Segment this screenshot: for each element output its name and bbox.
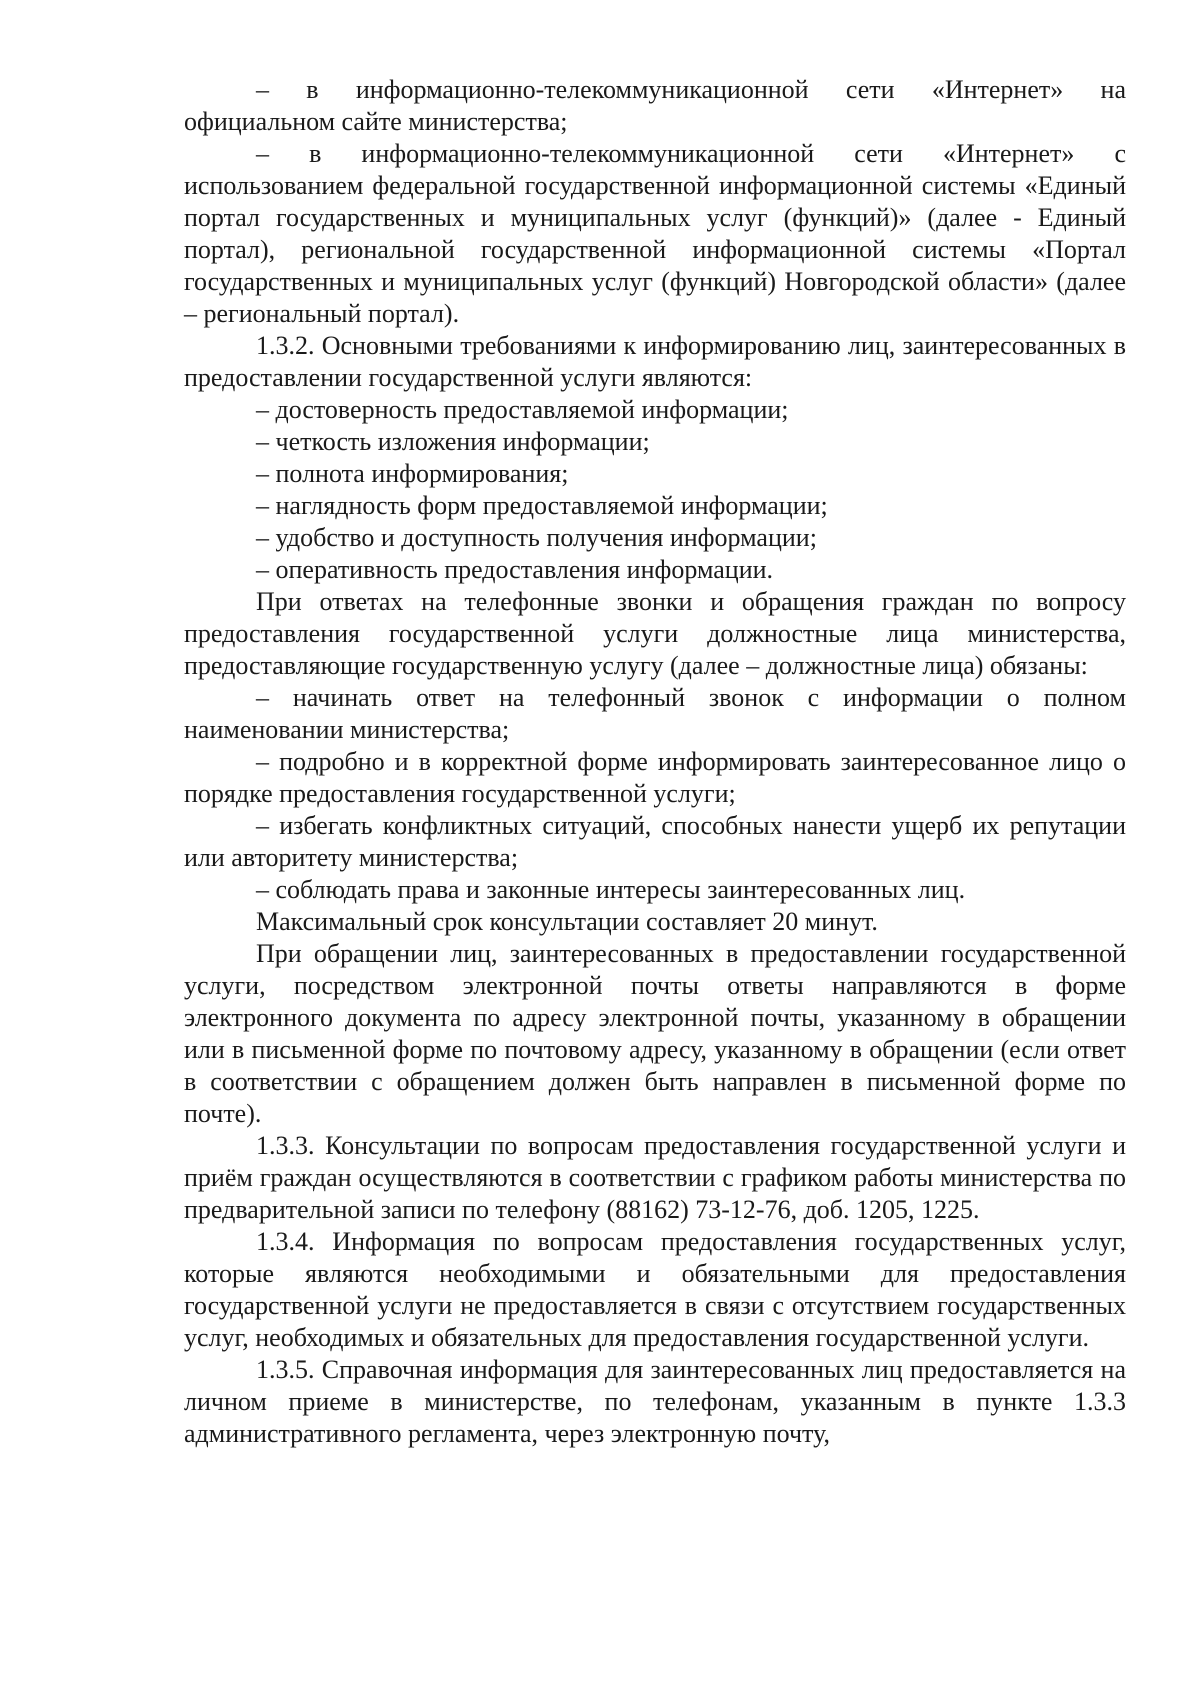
document-page xyxy=(184,74,1126,1450)
paragraph-1-3-4: 1.3.4. Информация по вопросам предоставления государственных услуг, которые являются необходимыми и обязательными для предоставления государственной услуги не предоставляется в связи с отсутствием государственных услуг, необходимых и обязательных для предоставления государственной услуги. xyxy=(184,1227,1126,1352)
list-item-convenience: – удобство и доступность получения информации; xyxy=(256,523,817,552)
list-item-start-answer: – начинать ответ на телефонный звонок с информации о полном наименовании министерства; xyxy=(184,683,1126,744)
paragraph-portal: – в информационно-телекоммуникационной сети «Интернет» с использованием федеральной государственной информационной системы «Единый портал государственных и муниципальных услуг (функций)» (далее - Единый портал), региональной государственной информационной системы «Портал государственных и муниципальных услуг (функций) Новгородской области» (далее – региональный портал). xyxy=(184,139,1126,328)
list-item-inform: – подробно и в корректной форме информировать заинтересованное лицо о порядке предоставления государственной услуги; xyxy=(184,747,1126,808)
list-item-clarity: – четкость изложения информации; xyxy=(256,427,650,456)
paragraph-1-3-5: 1.3.5. Справочная информация для заинтересованных лиц предоставляется на личном приеме в министерстве, по телефонам, указанным в пункте 1.3.3 административного регламента, через электронную почту, xyxy=(184,1355,1126,1448)
list-item-reliability: – достоверность предоставляемой информации; xyxy=(256,395,789,424)
list-item-completeness: – полнота информирования; xyxy=(256,459,569,488)
list-item-promptness: – оперативность предоставления информации. xyxy=(256,555,774,584)
paragraph-email-requests: При обращении лиц, заинтересованных в предоставлении государственной услуги, посредством электронной почты ответы направляются в форме электронного документа по адресу электронной почты, указанному в обращении или в письменной форме по почтовому адресу, указанному в обращении (если ответ в соответствии с обращением должен быть направлен в письменной форме по почте). xyxy=(184,939,1126,1128)
paragraph-max-duration: Максимальный срок консультации составляет 20 минут. xyxy=(256,907,878,936)
paragraph-website: – в информационно-телекоммуникационной сети «Интернет» на официальном сайте министерства; xyxy=(184,75,1126,136)
paragraph-1-3-3: 1.3.3. Консультации по вопросам предоставления государственной услуги и приём граждан осуществляются в соответствии с графиком работы министерства по предварительной записи по телефону (88162) 73-12-76, доб. 1205, 1225. xyxy=(184,1131,1126,1224)
list-item-avoid-conflicts: – избегать конфликтных ситуаций, способных нанести ущерб их репутации или авторитету министерства; xyxy=(184,811,1126,872)
paragraph-phone-answers: При ответах на телефонные звонки и обращения граждан по вопросу предоставления государственной услуги должностные лица министерства, предоставляющие государственную услугу (далее – должностные лица) обязаны: xyxy=(184,587,1126,680)
list-item-respect-rights: – соблюдать права и законные интересы заинтересованных лиц. xyxy=(256,875,966,904)
list-item-visibility: – наглядность форм предоставляемой информации; xyxy=(256,491,828,520)
paragraph-1-3-2: 1.3.2. Основными требованиями к информированию лиц, заинтересованных в предоставлении государственной услуги являются: xyxy=(184,331,1126,392)
